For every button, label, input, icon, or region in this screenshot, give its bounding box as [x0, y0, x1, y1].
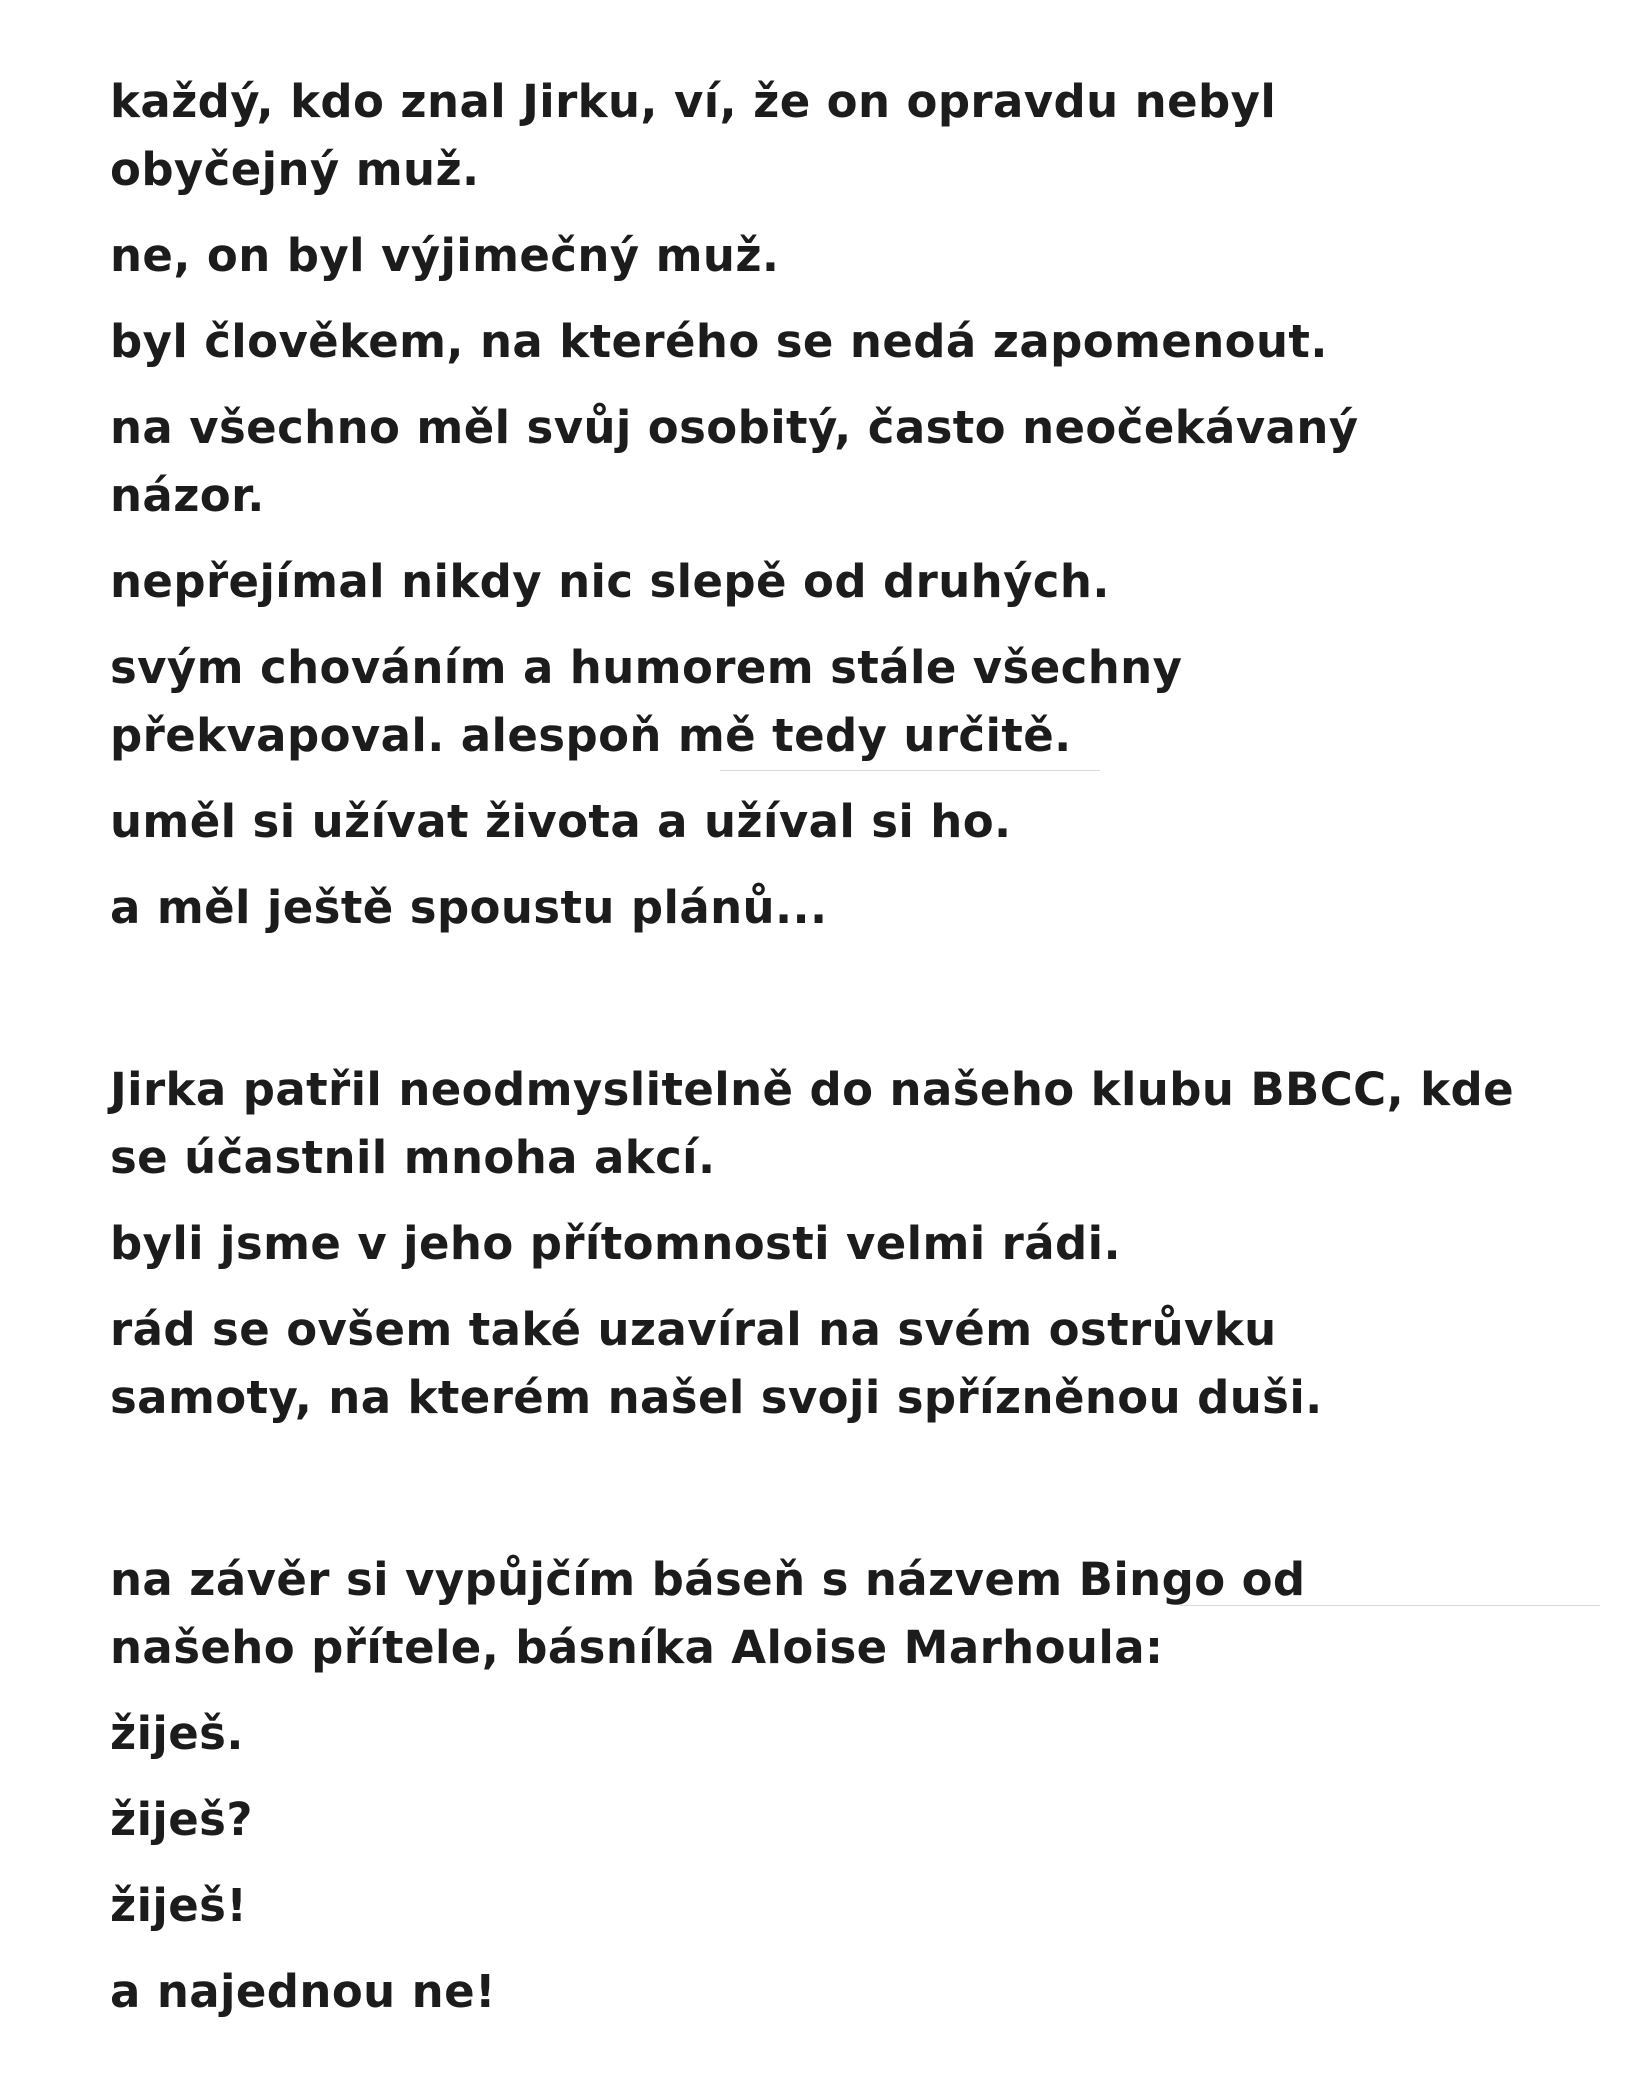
- poem-line: a najednou ne!: [110, 1965, 496, 2018]
- paragraph: každý, kdo znal Jirku, ví, že on opravdu nebyl obyčejný muž.: [110, 75, 1277, 196]
- paragraph: rád se ovšem také uzavíral na svém ostrůvku samoty, na kterém našel svoji spřízněnou duši.: [110, 1303, 1323, 1424]
- paragraph: ne, on byl výjimečný muž.: [110, 229, 780, 282]
- section-spacer: [110, 1450, 1570, 1546]
- paragraph: a měl ještě spoustu plánů...: [110, 881, 828, 934]
- paragraph: na závěr si vypůjčím báseň s názvem Bingo od našeho přítele, básníka Aloise Marhoula:: [110, 1553, 1306, 1674]
- paragraph: nepřejímal nikdy nic slepě od druhých.: [110, 555, 1110, 608]
- paragraph: byli jsme v jeho přítomnosti velmi rádi.: [110, 1217, 1121, 1270]
- document-body: [110, 68, 1570, 2044]
- paragraph: na všechno měl svůj osobitý, často neočekávaný názor.: [110, 401, 1359, 522]
- poem-line: žiješ!: [110, 1879, 248, 1932]
- paragraph: uměl si užívat života a užíval si ho.: [110, 795, 1012, 848]
- paragraph: svým chováním a humorem stále všechny překvapoval. alespoň mě tedy určitě.: [110, 641, 1183, 762]
- poem-line: žiješ?: [110, 1793, 253, 1846]
- poem-line: žiješ.: [110, 1707, 244, 1760]
- section-club: [110, 1056, 1570, 1432]
- paragraph: byl člověkem, na kterého se nedá zapomenout.: [110, 315, 1328, 368]
- section-memories: [110, 68, 1570, 942]
- section-spacer: [110, 960, 1570, 1056]
- section-poem: [110, 1546, 1570, 2026]
- paragraph: Jirka patřil neodmyslitelně do našeho klubu BBCC, kde se účastnil mnoha akcí.: [110, 1063, 1515, 1184]
